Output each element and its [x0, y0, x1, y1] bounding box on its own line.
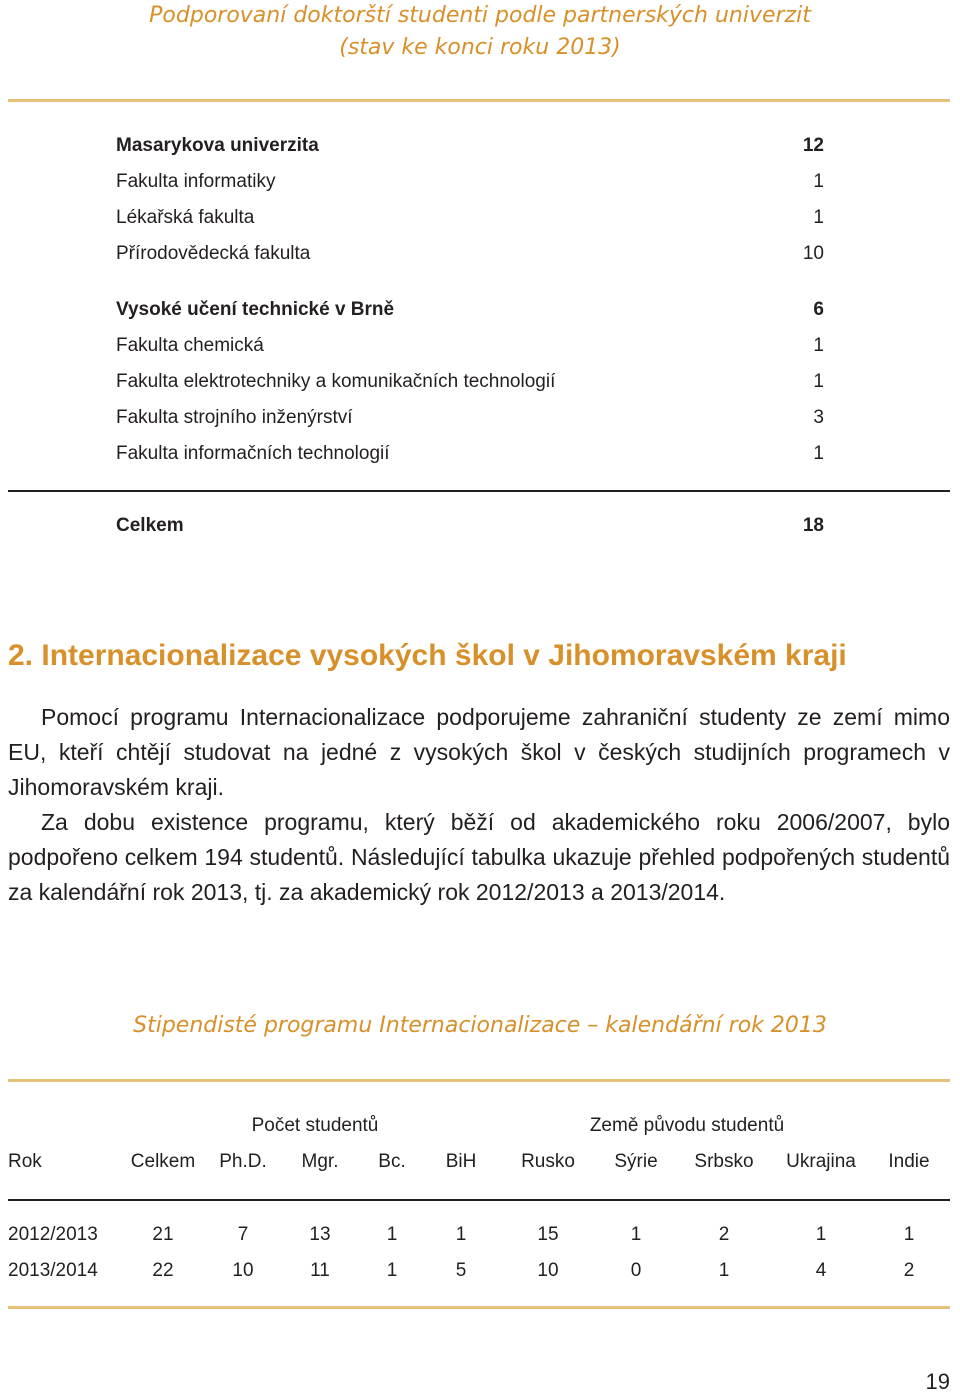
faculty-name: Fakulta elektrotechniky a komunikačních technologií	[116, 371, 556, 392]
column-header: Mgr.	[301, 1151, 339, 1172]
table-cell: 4	[815, 1260, 827, 1281]
title-rule	[8, 99, 950, 102]
faculty-name: Fakulta informatiky	[116, 171, 276, 192]
faculty-row	[116, 328, 824, 364]
faculty-row	[116, 364, 824, 400]
faculty-count: 1	[813, 371, 824, 392]
table-group-header	[8, 1108, 950, 1144]
column-header: Sýrie	[614, 1151, 658, 1172]
university-name: Vysoké učení technické v Brně	[116, 299, 395, 320]
table-row	[8, 1253, 950, 1289]
table-cell: 1	[630, 1224, 642, 1245]
column-header: Srbsko	[694, 1151, 754, 1172]
university-row	[116, 292, 824, 328]
page-number: 19	[925, 1369, 950, 1394]
table-cell: 10	[537, 1260, 559, 1281]
faculty-count: 1	[813, 171, 824, 192]
group-students-label: Počet studentů	[251, 1115, 379, 1136]
table-cell: 2012/2013	[8, 1224, 98, 1245]
faculty-row	[116, 200, 824, 236]
column-header: Ph.D.	[219, 1151, 267, 1172]
column-header: Celkem	[130, 1151, 196, 1172]
column-header: BiH	[445, 1151, 477, 1172]
total-value: 18	[802, 515, 824, 536]
university-row	[116, 128, 824, 164]
total-label: Celkem	[116, 515, 184, 536]
table-bottom-rule	[8, 1306, 950, 1309]
title-line-2: (stav ke konci roku 2013)	[339, 35, 621, 60]
group-countries-label: Země původu studentů	[589, 1115, 785, 1136]
faculty-count: 1	[813, 207, 824, 228]
faculty-row	[116, 236, 824, 272]
faculty-row	[116, 436, 824, 472]
stipend-table-body	[8, 1217, 950, 1289]
table-cell: 1	[455, 1224, 467, 1245]
stipend-table	[8, 1108, 950, 1180]
faculty-name: Přírodovědecká fakulta	[116, 243, 311, 264]
column-header: Ukrajina	[786, 1151, 856, 1172]
column-header: Rok	[8, 1151, 42, 1172]
table-header-divider	[8, 1199, 950, 1201]
table-cell: 0	[630, 1260, 642, 1281]
faculty-name: Lékařská fakulta	[116, 207, 255, 228]
table-cell: 15	[537, 1224, 559, 1245]
faculty-count: 3	[813, 407, 824, 428]
table-cell: 22	[152, 1260, 174, 1281]
column-header: Rusko	[521, 1151, 575, 1172]
table-cell: 1	[386, 1260, 398, 1281]
page-title	[0, 0, 960, 64]
table-title-rule	[8, 1079, 950, 1082]
faculty-row	[116, 400, 824, 436]
table-cell: 1	[815, 1224, 827, 1245]
section-heading: 2. Internacionalizace vysokých škol v Jihomoravském kraji	[8, 639, 847, 672]
faculty-name: Fakulta informačních technologií	[116, 443, 390, 464]
faculty-name: Fakulta chemická	[116, 335, 264, 356]
table-cell: 11	[310, 1260, 330, 1281]
faculty-count: 10	[802, 243, 824, 264]
table-cell: 13	[309, 1224, 331, 1245]
section-paragraph-2: Za dobu existence programu, který běží od akademického roku 2006/2007, bylo podpořeno celkem 194 studentů. Následující tabulka ukazuje přehled podpořených studentů za kalendářní rok 2013, tj. za akademický rok 2012/2013 a 2013/2014.	[8, 809, 950, 905]
table-cell: 1	[386, 1224, 398, 1245]
section-paragraph-1: Pomocí programu Internacionalizace podporujeme zahraniční studenty ze zemí mimo EU, kteří chtějí studovat na jedné z vysokých škol v českých studijních programech v Jihomoravském kraji.	[8, 704, 950, 800]
faculty-count: 1	[813, 443, 824, 464]
table-cell: 2013/2014	[8, 1260, 98, 1281]
university-total: 6	[813, 299, 824, 320]
table-row	[8, 1217, 950, 1253]
total-divider	[8, 490, 950, 492]
faculty-row	[116, 164, 824, 200]
table-cell: 21	[152, 1224, 174, 1245]
table-title: Stipendisté programu Internacionalizace – kalendářní rok 2013	[133, 1013, 827, 1038]
title-line-1: Podporovaní doktorští studenti podle partnerských univerzit	[149, 3, 811, 28]
table-cell: 2	[718, 1224, 730, 1245]
column-header: Indie	[888, 1151, 930, 1172]
table-cell: 2	[903, 1260, 915, 1281]
table-cell: 10	[232, 1260, 254, 1281]
total-row	[116, 508, 824, 544]
table-cell: 1	[903, 1224, 915, 1245]
table-cell: 7	[237, 1224, 249, 1245]
table-cell: 1	[718, 1260, 730, 1281]
column-header: Bc.	[378, 1151, 406, 1172]
faculty-count: 1	[813, 335, 824, 356]
table-header-row	[8, 1144, 950, 1180]
faculty-name: Fakulta strojního inženýrství	[116, 407, 353, 428]
university-total: 12	[802, 135, 824, 156]
table-cell: 5	[455, 1260, 467, 1281]
university-name: Masarykova univerzita	[116, 135, 319, 156]
